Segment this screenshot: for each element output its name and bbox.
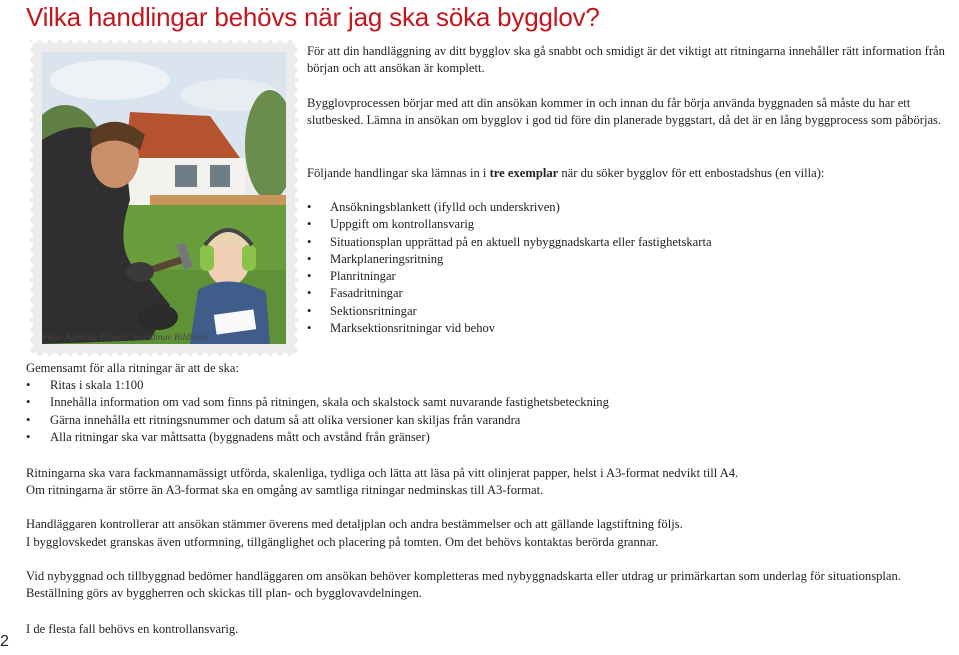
review-paragraph-1: Handläggaren kontrollerar att ansökan stämmer överens med detaljplan och andra bestämmelser och att gällande lagstiftning följs. (26, 517, 683, 531)
format-paragraph-1: Ritningarna ska vara fackmannamässigt utförda, skalenliga, tydliga och lätta att läsa på vitt olinjerat papper, helst i A3-format nedvikt till A4. (26, 466, 739, 480)
format-paragraph-2: Om ritningarna är större än A3-format ska en omgång av samtliga ritningar nedminskas till A3-format. (26, 483, 544, 497)
intro-paragraph-2: Bygglovprocessen börjar med att din ansökan kommer in och innan du får börja använda byggnaden så måste du har ett slutbesked. Lämna in ansökan om bygglov i god tid före din planerade byggstart, då det är en lång byggprocess som påbörjas. (307, 96, 942, 128)
stamp-photo (30, 40, 298, 356)
list-item: • Sektionsritningar (307, 303, 712, 320)
intro-paragraph-1: För att din handläggning av ditt bygglov ska gå snabbt och smidigt är det viktigt att ritningarna innehåller rätt information från början och att ansökan är komplett. (307, 44, 945, 76)
list-item: • Situationsplan upprättad på en aktuell nybyggnadskarta eller fastighetskarta (307, 234, 712, 251)
list-item: • Gärna innehålla ett ritningsnummer och datum så att olika versioner kan skiljas från varandra (26, 412, 609, 429)
emphasis-three-copies: tre exemplar (489, 166, 559, 180)
list-item: • Uppgift om kontrollansvarig (307, 216, 712, 233)
documents-list (307, 199, 712, 337)
page-number: 2 (0, 633, 9, 650)
intro-text: Följande handlingar ska lämnas in i (307, 166, 490, 180)
list-item: • Alla ritningar ska var måttsatta (byggnadens mått och avstånd från gränser) (26, 429, 609, 446)
list-item: • Markplaneringsritning (307, 251, 712, 268)
common-list (26, 377, 609, 446)
photo-credit: Foto: Agnetha Tillnert, Scandinav Bildbyrå (42, 333, 208, 343)
list-item: • Marksektionsritningar vid behov (307, 320, 712, 337)
list-item: • Planritningar (307, 268, 712, 285)
photo-man-hammer-child (30, 52, 295, 344)
review-paragraph-2: I bygglovskedet granskas även utformning, tillgänglighet och placering på tomten. Om det behövs kontaktas berörda grannar. (26, 535, 659, 549)
intro-paragraph-3 (307, 165, 959, 182)
list-item: • Ritas i skala 1:100 (26, 377, 609, 394)
list-item: • Fasadritningar (307, 285, 712, 302)
page-title: Vilka handlingar behövs när jag ska söka bygglov? (26, 2, 600, 32)
newbuild-paragraph: Vid nybyggnad och tillbyggnad bedömer handläggaren om ansökan behöver kompletteras med nybyggnadskarta eller utdrag ur primärkartan som underlag för situationsplan. Beställning görs av byggherren och skickas till plan- och bygglovavdelningen. (26, 569, 901, 601)
list-item: • Ansökningsblankett (ifylld och underskriven) (307, 199, 712, 216)
common-heading: Gemensamt för alla ritningar är att de ska: (26, 361, 239, 375)
intro-text: när du söker bygglov för ett enbostadshus (en villa): (558, 166, 825, 180)
list-item: • Innehålla information om vad som finns på ritningen, skala och skalstock samt nuvarande fastighetsbeteckning (26, 394, 609, 411)
control-paragraph: I de flesta fall behövs en kontrollansvarig. (26, 622, 239, 636)
